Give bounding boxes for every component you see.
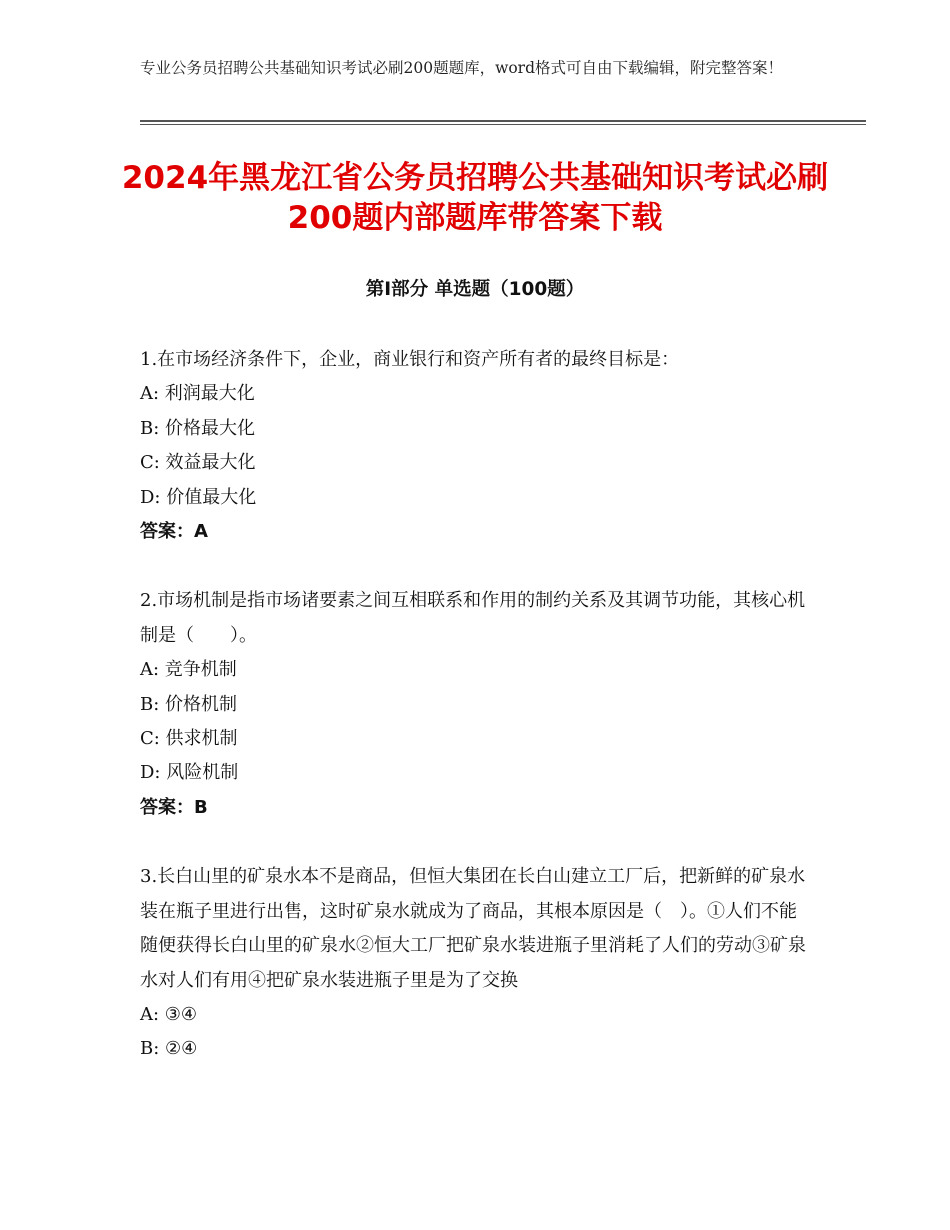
header-rule-thick bbox=[140, 120, 866, 122]
question-text: 3.长白山里的矿泉水本不是商品，但恒大集团在长白山建立工厂后，把新鲜的矿泉水装在瓶子里进行出售，这时矿泉水就成为了商品，其根本原因是（ ）。①人们不能随便获得长白山里的矿泉水②恒大工厂把矿泉水装进瓶子里消耗了人们的劳动③矿泉水对人们有用④把矿泉水装进瓶子里是为了交换 bbox=[140, 866, 806, 991]
option-d: D: 风险机制 bbox=[140, 762, 239, 784]
option-c: C: 效益最大化 bbox=[140, 452, 256, 474]
question-text: 1.在市场经济条件下，企业，商业银行和资产所有者的最终目标是： bbox=[140, 349, 680, 370]
header-rule-thin bbox=[140, 124, 866, 125]
option-a: A: ③④ bbox=[140, 1003, 198, 1025]
option-a: A: 竞争机制 bbox=[140, 659, 237, 681]
section-heading: 第Ⅰ部分 单选题（100题） bbox=[365, 279, 585, 300]
option-d: D: 价值最大化 bbox=[140, 486, 257, 508]
question-list bbox=[140, 343, 812, 1102]
question-text: 2.市场机制是指市场诸要素之间互相联系和作用的制约关系及其调节功能，其核心机制是（ ）。 bbox=[140, 590, 806, 646]
option-b: B: 价格机制 bbox=[140, 693, 238, 715]
document-title: 2024年黑龙江省公务员招聘公共基础知识考试必刷200题内部题库带答案下载 bbox=[121, 160, 829, 236]
answer-line: 答案：B bbox=[140, 796, 208, 818]
header-note: 专业公务员招聘公共基础知识考试必刷200题题库，word格式可自由下载编辑，附完整答案！ bbox=[140, 59, 784, 77]
answer-line: 答案：A bbox=[140, 521, 208, 543]
option-a: A: 利润最大化 bbox=[140, 383, 255, 405]
option-b: B: 价格最大化 bbox=[140, 417, 256, 439]
question-3 bbox=[140, 860, 812, 1066]
option-c: C: 供求机制 bbox=[140, 728, 238, 750]
option-b: B: ②④ bbox=[140, 1038, 198, 1060]
question-1 bbox=[140, 343, 812, 549]
question-2 bbox=[140, 584, 812, 825]
